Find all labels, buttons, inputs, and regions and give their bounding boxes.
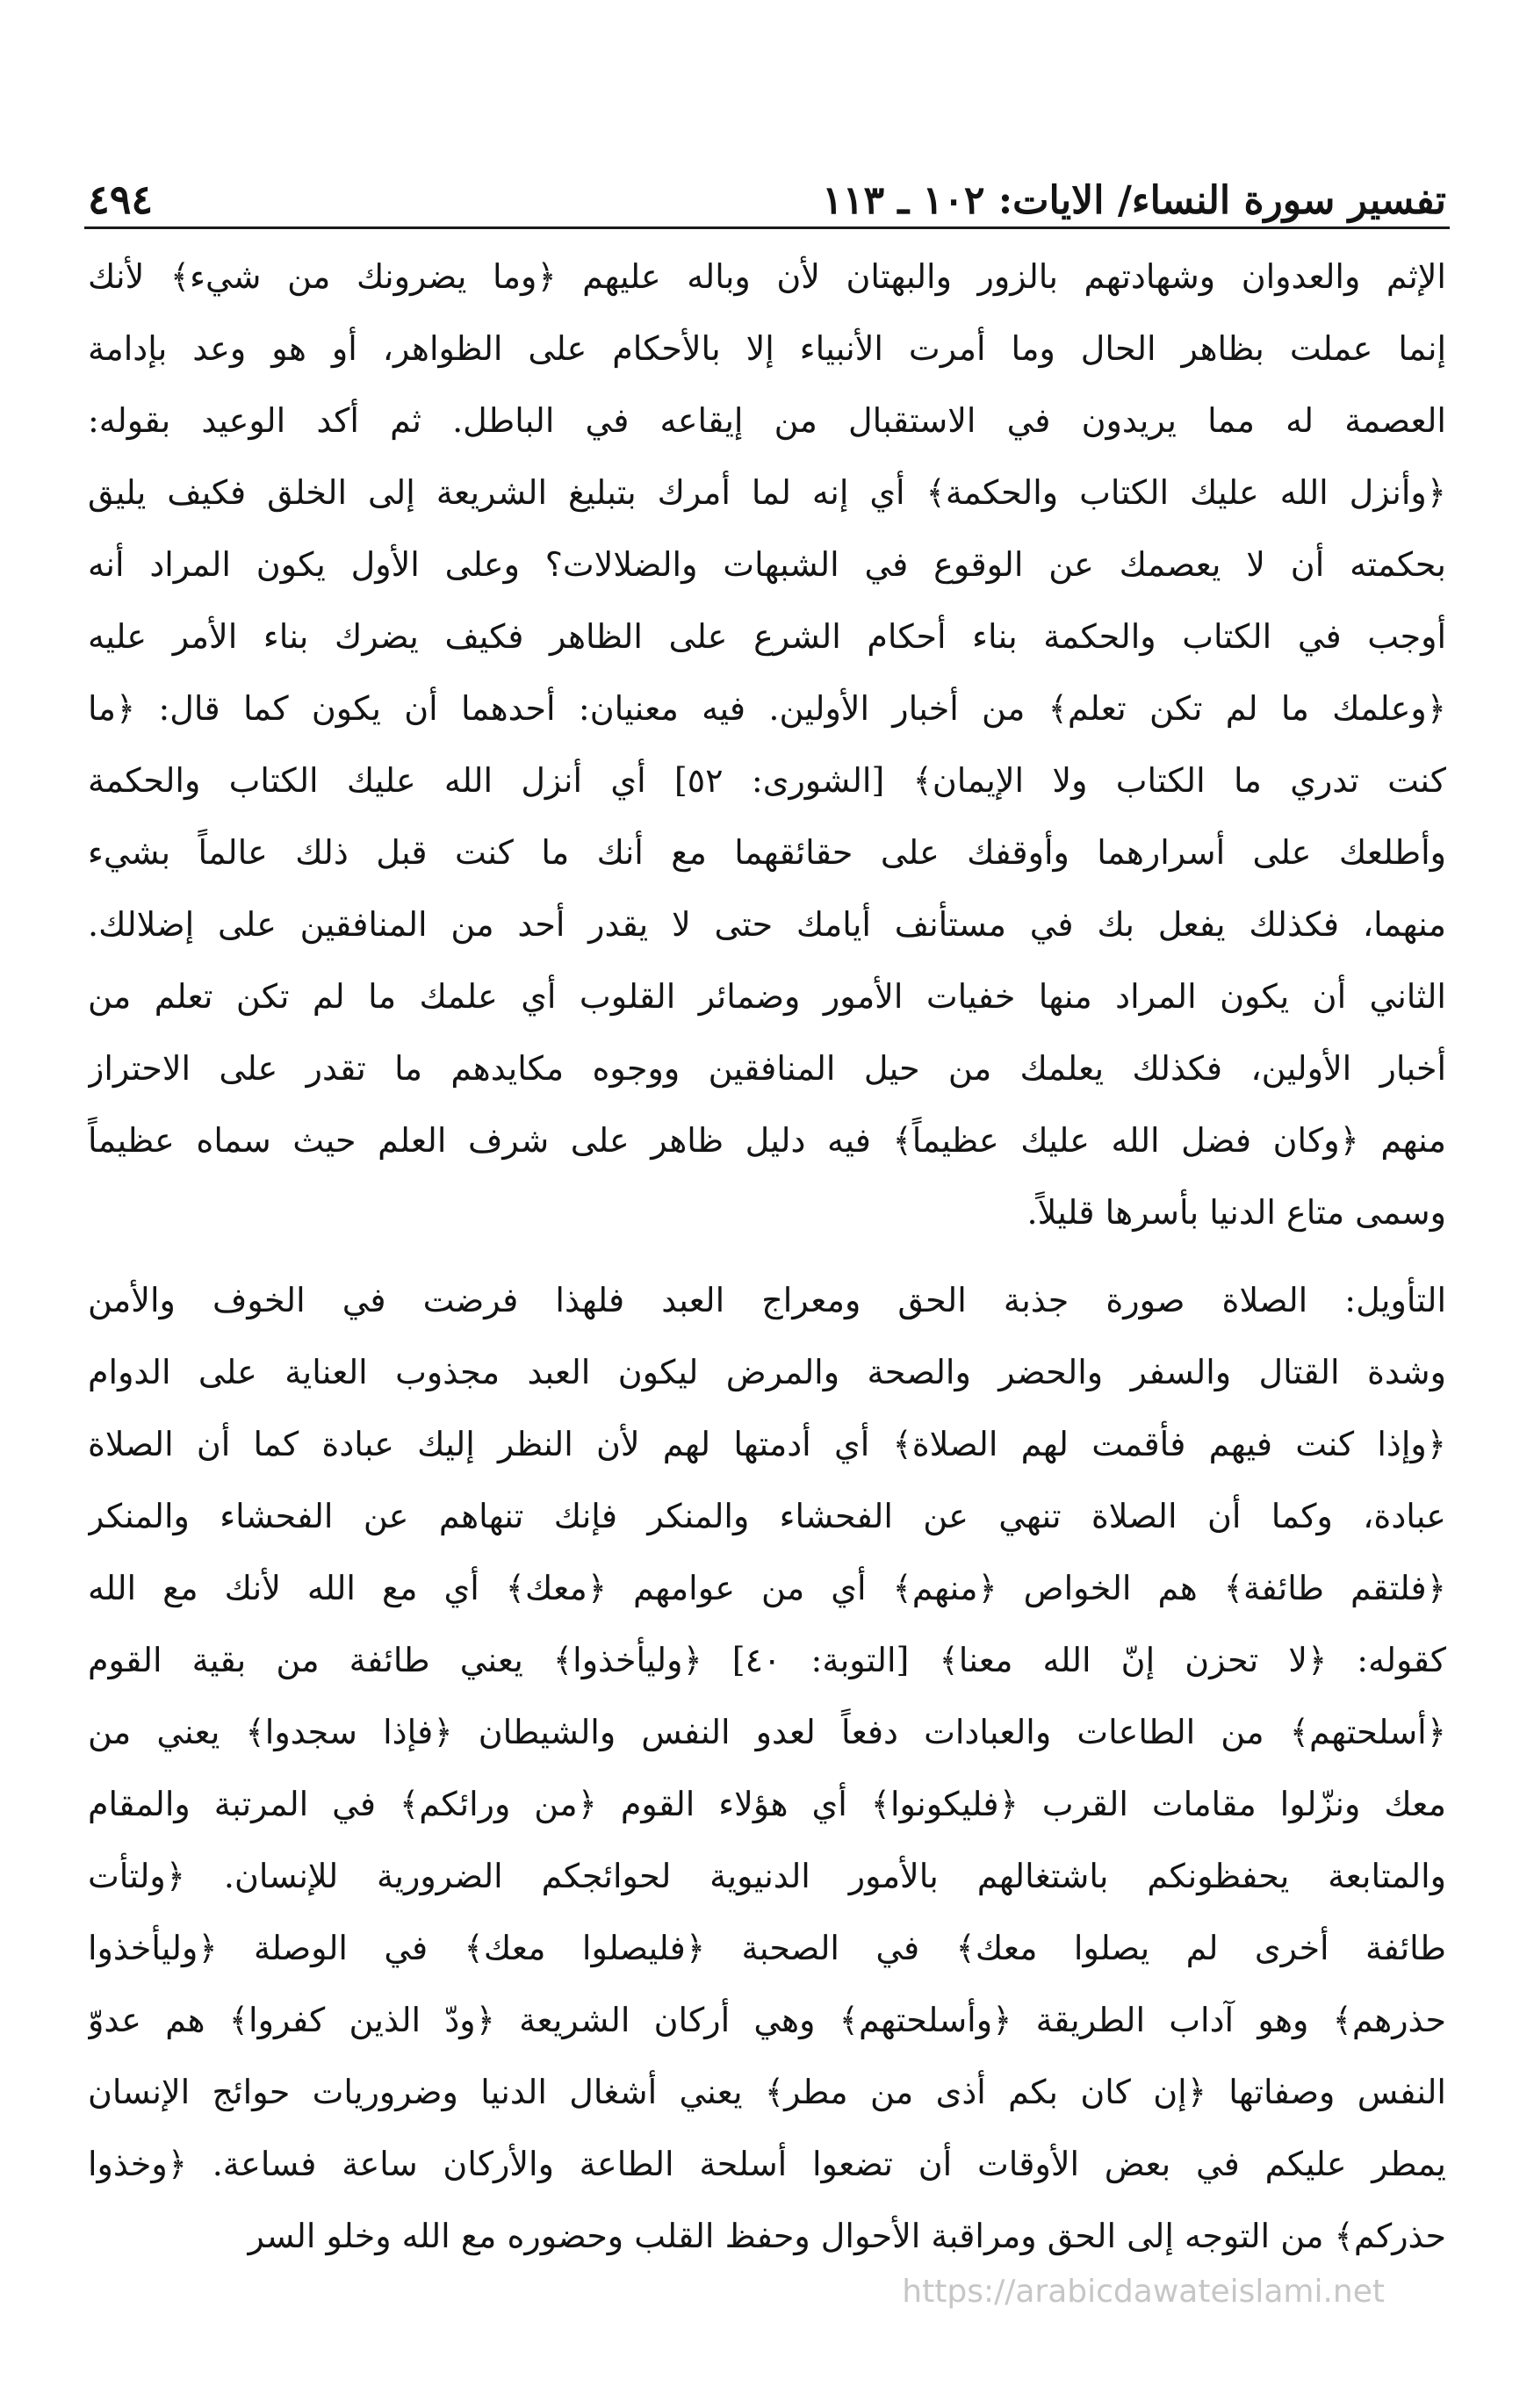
text-line: النفس وصفاتها ﴿إن كان بكم أذى من مطر﴾ يعني أشغال الدنيا وضروريات حوائج الإنسان bbox=[88, 2073, 1446, 2111]
header-rule bbox=[84, 226, 1450, 229]
text-line: ﴿وإذا كنت فيهم فأقمت لهم الصلاة﴾ أي أدمتها لهم لأن النظر إليك عبادة كما أن الصلاة bbox=[88, 1425, 1446, 1463]
text-line: طائفة أخرى لم يصلوا معك﴾ في الصحبة ﴿فليصلوا معك﴾ في الوصلة ﴿وليأخذوا bbox=[88, 1929, 1446, 1967]
text-line: كقوله: ﴿لا تحزن إنّ الله معنا﴾ [التوبة: ٤٠] ﴿وليأخذوا﴾ يعني طائفة من بقية القوم bbox=[88, 1641, 1446, 1679]
text-line: إنما عملت بظاهر الحال وما أمرت الأنبياء إلا بالأحكام على الظواهر، أو هو وعد بإدامة bbox=[88, 329, 1446, 368]
text-line: وشدة القتال والسفر والحضر والصحة والمرض ليكون العبد مجذوب العناية على الدوام bbox=[88, 1353, 1446, 1391]
text-line: ﴿وعلمك ما لم تكن تعلم﴾ من أخبار الأولين. فيه معنيان: أحدهما أن يكون كما قال: ﴿ما bbox=[88, 689, 1446, 728]
text-line: ﴿أسلحتهم﴾ من الطاعات والعبادات دفعاً لعدو النفس والشيطان ﴿فإذا سجدوا﴾ يعني من bbox=[88, 1713, 1446, 1751]
interpretation-paragraph bbox=[88, 1264, 1446, 2272]
text-line: أخبار الأولين، فكذلك يعلمك من حيل المنافقين ووجوه مكايدهم ما تقدر على الاحتراز bbox=[88, 1049, 1446, 1088]
text-line: العصمة له مما يريدون في الاستقبال من إيقاعه في الباطل. ثم أكد الوعيد بقوله: bbox=[88, 401, 1446, 440]
page-header bbox=[88, 147, 1446, 223]
text-line: معك ونزّلوا مقامات القرب ﴿فليكونوا﴾ أي هؤلاء القوم ﴿من ورائكم﴾ في المرتبة والمقام bbox=[88, 1785, 1446, 1823]
text-line: ﴿وأنزل الله عليك الكتاب والحكمة﴾ أي إنه لما أمرك بتبليغ الشريعة إلى الخلق فكيف يليق bbox=[88, 473, 1446, 512]
text-line: التأويل: الصلاة صورة جذبة الحق ومعراج العبد فلهذا فرضت في الخوف والأمن bbox=[88, 1281, 1446, 1319]
text-line: منهما، فكذلك يفعل بك في مستأنف أيامك حتى لا يقدر أحد من المنافقين على إضلالك. bbox=[88, 905, 1446, 944]
text-line: كنت تدري ما الكتاب ولا الإيمان﴾ [الشورى: ٥٢] أي أنزل الله عليك الكتاب والحكمة bbox=[88, 761, 1446, 800]
text-line: حذرهم﴾ وهو آداب الطريقة ﴿وأسلحتهم﴾ وهي أركان الشريعة ﴿ودّ الذين كفروا﴾ هم عدوّ bbox=[88, 2001, 1446, 2039]
commentary-paragraph bbox=[88, 241, 1446, 1248]
running-title: تفسير سورة النساء/ الايات: ١٠٢ ـ ١١٣ bbox=[822, 178, 1446, 223]
watermark-url: https://arabicdawateislami.net bbox=[902, 2274, 1385, 2310]
page-number: ٤٩٤ bbox=[88, 176, 154, 223]
text-line: الثاني أن يكون المراد منها خفيات الأمور وضمائر القلوب أي علمك ما لم تكن تعلم من bbox=[88, 977, 1446, 1016]
text-line: عبادة، وكما أن الصلاة تنهي عن الفحشاء والمنكر فإنك تنهاهم عن الفحشاء والمنكر bbox=[88, 1497, 1446, 1535]
text-line: أوجب في الكتاب والحكمة بناء أحكام الشرع على الظاهر فكيف يضرك بناء الأمر عليه bbox=[88, 617, 1446, 656]
text-line: بحكمته أن لا يعصمك عن الوقوع في الشبهات والضلالات؟ وعلى الأول يكون المراد أنه bbox=[88, 545, 1446, 584]
text-line: وسمى متاع الدنيا بأسرها قليلاً. bbox=[1026, 1193, 1446, 1232]
text-line: ﴿فلتقم طائفة﴾ هم الخواص ﴿منهم﴾ أي من عوامهم ﴿معك﴾ أي مع الله لأنك مع الله bbox=[88, 1569, 1446, 1607]
text-line: يمطر عليكم في بعض الأوقات أن تضعوا أسلحة الطاعة والأركان ساعة فساعة. ﴿وخذوا bbox=[88, 2145, 1446, 2183]
text-line: والمتابعة يحفظونكم باشتغالهم بالأمور الدنيوية لحوائجكم الضرورية للإنسان. ﴿ولتأت bbox=[88, 1857, 1446, 1895]
text-line: وأطلعك على أسرارهما وأوقفك على حقائقهما مع أنك ما كنت قبل ذلك عالماً بشيء bbox=[88, 833, 1446, 872]
text-line: منهم ﴿وكان فضل الله عليك عظيماً﴾ فيه دليل ظاهر على شرف العلم حيث سماه عظيماً bbox=[88, 1121, 1446, 1160]
text-line: حذركم﴾ من التوجه إلى الحق ومراقبة الأحوال وحفظ القلب وحضوره مع الله وخلو السر bbox=[248, 2217, 1446, 2255]
text-line: الإثم والعدوان وشهادتهم بالزور والبهتان لأن وباله عليهم ﴿وما يضرونك من شيء﴾ لأنك bbox=[88, 257, 1446, 296]
